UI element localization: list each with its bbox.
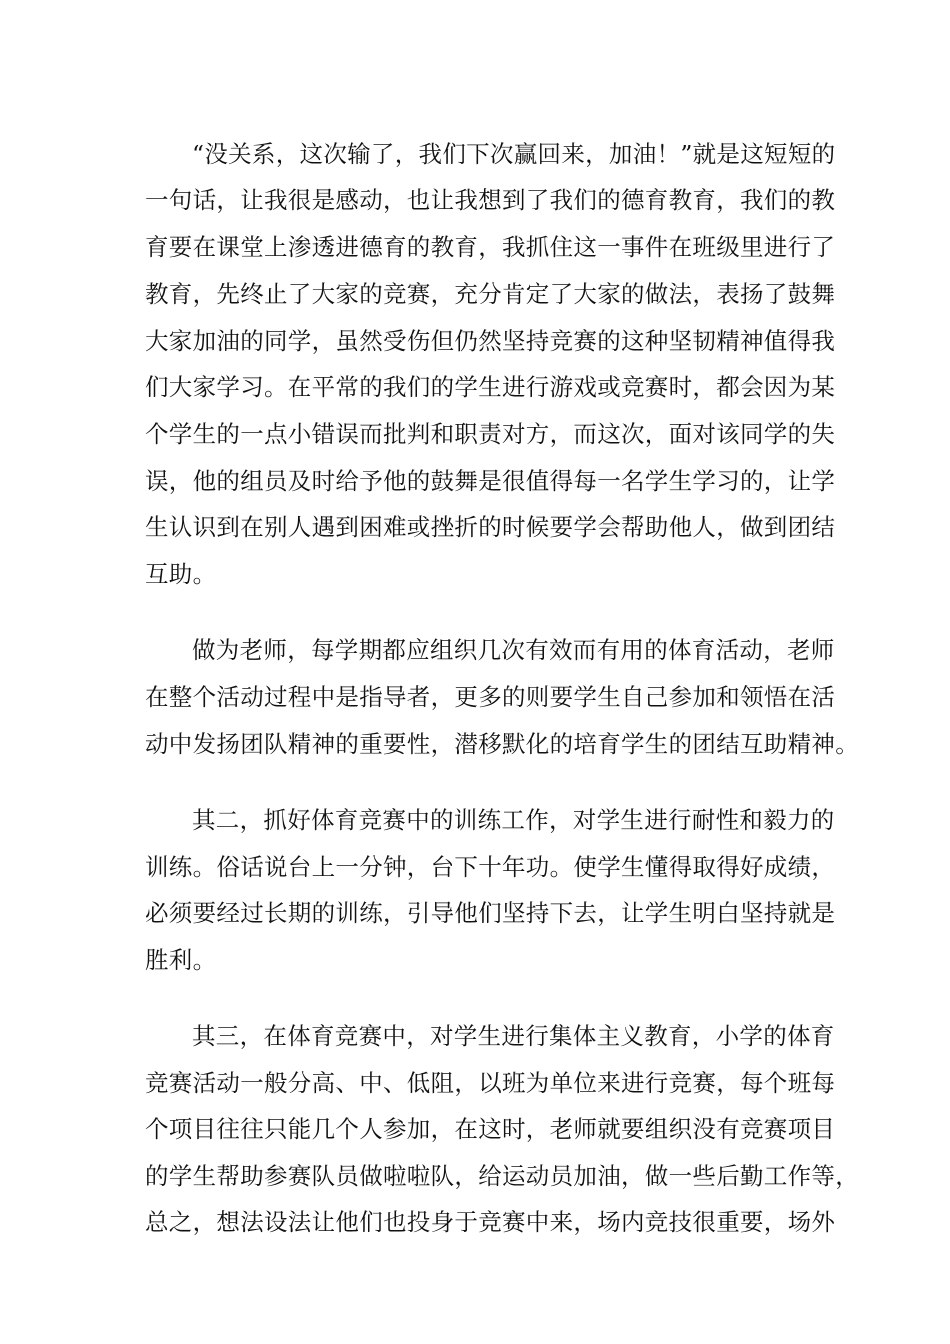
- text-line: 的学生帮助参赛队员做啦啦队，给运动员加油，做一些后勤工作等，: [145, 1162, 859, 1190]
- text-line: 动中发扬团队精神的重要性，潜移默化的培育学生的团结互助精神。: [145, 730, 859, 758]
- text-line: 教育，先终止了大家的竞赛，充分肯定了大家的做法，表扬了鼓舞: [145, 280, 836, 308]
- text-line: 总之，想法设法让他们也投身于竞赛中来，场内竞技很重要，场外: [145, 1208, 836, 1236]
- text-line: “没关系，这次输了，我们下次赢回来，加油！”就是这短短的: [192, 140, 836, 168]
- text-line: 互助。: [145, 560, 217, 588]
- text-line: 做为老师，每学期都应组织几次有效而有用的体育活动，老师: [192, 636, 835, 664]
- text-line: 在整个活动过程中是指导者，更多的则要学生自己参加和领悟在活: [145, 683, 836, 711]
- text-line: 们大家学习。在平常的我们的学生进行游戏或竞赛时，都会因为某: [145, 373, 836, 401]
- text-line: 竞赛活动一般分高、中、低阻，以班为单位来进行竞赛，每个班每: [145, 1069, 836, 1097]
- text-line: 个项目往往只能几个人参加，在这时，老师就要组织没有竞赛项目: [145, 1115, 836, 1143]
- text-line: 其二，抓好体育竞赛中的训练工作，对学生进行耐性和毅力的: [192, 806, 835, 834]
- text-line: 胜利。: [145, 946, 217, 974]
- text-line: 必须要经过长期的训练，引导他们坚持下去，让学生明白坚持就是: [145, 899, 836, 927]
- text-line: 误，他的组员及时给予他的鼓舞是很值得每一名学生学习的，让学: [145, 467, 836, 495]
- text-line: 一句话，让我很是感动，也让我想到了我们的德育教育，我们的教: [145, 186, 836, 214]
- text-line: 育要在课堂上渗透进德育的教育，我抓住这一事件在班级里进行了: [145, 233, 836, 261]
- text-line: 其三，在体育竞赛中，对学生进行集体主义教育，小学的体育: [192, 1022, 835, 1050]
- text-line: 大家加油的同学，虽然受伤但仍然坚持竞赛的这种坚韧精神值得我: [145, 327, 836, 355]
- text-line: 生认识到在别人遇到困难或挫折的时候要学会帮助他人，做到团结: [145, 513, 836, 541]
- text-line: 个学生的一点小错误而批判和职责对方，而这次，面对该同学的失: [145, 420, 836, 448]
- text-line: 训练。俗话说台上一分钟，台下十年功。使学生懂得取得好成绩，: [145, 853, 836, 881]
